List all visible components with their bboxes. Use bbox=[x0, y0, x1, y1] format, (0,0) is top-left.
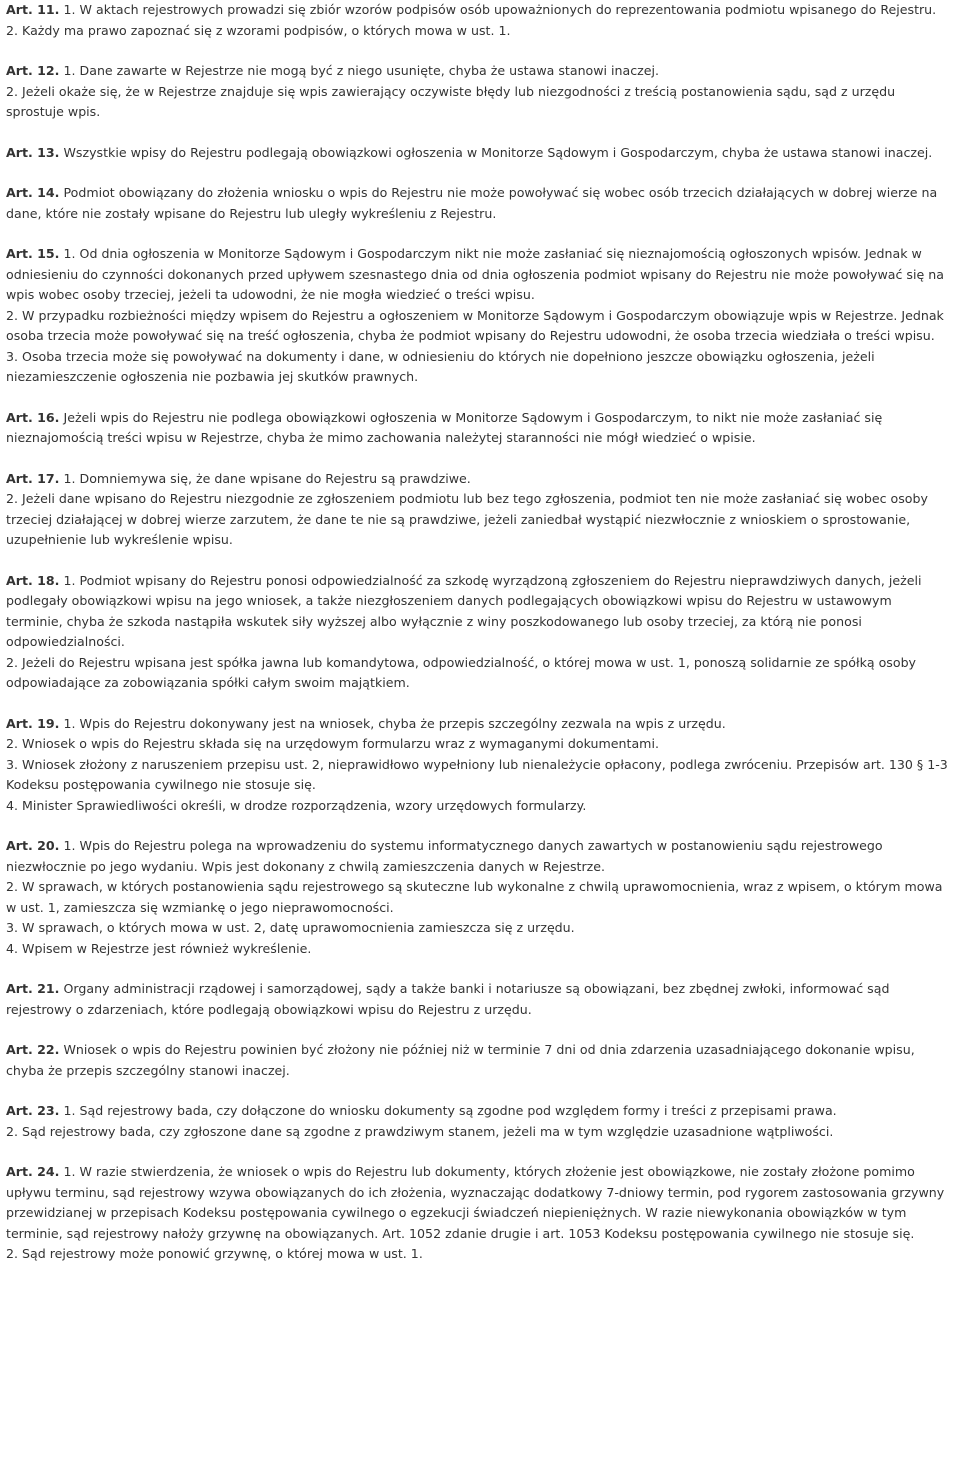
article-paragraph bbox=[6, 571, 952, 653]
paragraph-text: W przypadku rozbieżności między wpisem do Rejestru a ogłoszeniem w Monitorze Sądowym i Gospodarczym obowiązuje wpis w Rejestrze. Jednak osoba trzecia może powoływać się na treść ogłoszenia, chyba że podmiot wpisany do Rejestru udowodni, że osoba trzecia wiedziała o treści wpisu. bbox=[6, 307, 944, 343]
article-label: Art. 12. bbox=[6, 63, 60, 78]
paragraph-text: W aktach rejestrowych prowadzi się zbiór wzorów podpisów osób upoważnionych do reprezentowania podmiotu wpisanego do Rejestru. bbox=[79, 2, 937, 17]
article-label: Art. 17. bbox=[6, 470, 60, 486]
article-label: Art. 16. bbox=[6, 409, 60, 425]
paragraph-number: 1. bbox=[63, 63, 76, 78]
article-paragraph bbox=[6, 653, 952, 694]
article-paragraph bbox=[6, 918, 952, 939]
article-paragraph bbox=[6, 306, 952, 347]
paragraph-text: Wniosek o wpis do Rejestru składa się na urzędowym formularzu wraz z wymaganymi dokumentami. bbox=[22, 736, 659, 751]
article-paragraph bbox=[6, 61, 952, 82]
article-paragraph bbox=[6, 714, 952, 735]
paragraph-text: Wpis do Rejestru dokonywany jest na wniosek, chyba że przepis szczególny zezwala na wpis z urzędu. bbox=[79, 715, 726, 731]
paragraph-text: Podmiot wpisany do Rejestru ponosi odpowiedzialność za szkodę wyrządzoną zgłoszeniem do Rejestru nieprawdziwych danych, jeżeli podlegały obowiązkowi wpisu na jego wniosek, a także niezgłoszeniem danych podlegających obowiązkowi wpisu do Rejestru w ustawowym terminie, chyba że szkoda nastąpiła wskutek siły wyższej albo wyłącznie z winy poszkodowanego lub osoby trzeciej, za którą nie ponosi odpowiedzialności. bbox=[6, 572, 922, 649]
article-label: Art. 24. bbox=[6, 1164, 60, 1179]
paragraph-number: 4. bbox=[6, 940, 19, 956]
article bbox=[6, 61, 952, 123]
article-label: Art. 13. bbox=[6, 144, 60, 160]
paragraph-text: Jeżeli okaże się, że w Rejestrze znajduje się wpis zawierający oczywiste błędy lub niezgodności z treścią postanowienia sądu, sąd z urzędu sprostuje wpis. bbox=[6, 83, 896, 119]
paragraph-text: Wniosek złożony z naruszeniem przepisu ust. 2, nieprawidłowo wypełniony lub nienależycie opłacony, podlega zwróceniu. Przepisów art. 130 § 1-3 Kodeksu postępowania cywilnego nie stosuje się. bbox=[6, 756, 948, 792]
article bbox=[6, 1040, 952, 1081]
article bbox=[6, 469, 952, 551]
article-label: Art. 11. bbox=[6, 2, 60, 17]
article-label: Art. 15. bbox=[6, 246, 60, 261]
paragraph-text: Jeżeli do Rejestru wpisana jest spółka jawna lub komandytowa, odpowiedzialność, o której mowa w ust. 1, ponoszą solidarnie ze spółką osoby odpowiadające za zobowiązania spółki całym swoim majątkiem. bbox=[6, 654, 917, 690]
article bbox=[6, 836, 952, 959]
article-paragraph bbox=[6, 347, 952, 388]
paragraph-number: 1. bbox=[63, 470, 76, 486]
article-paragraph bbox=[6, 1101, 952, 1122]
paragraph-text: Podmiot obowiązany do złożenia wniosku o wpis do Rejestru nie może powoływać się wobec osób trzecich działających w dobrej wierze na dane, które nie zostały wpisane do Rejestru lub uległy wykreśleniu z Rejestru. bbox=[6, 185, 938, 221]
paragraph-text: Od dnia ogłoszenia w Monitorze Sądowym i Gospodarczym nikt nie może zasłaniać się nieznajomością ogłoszonych wpisów. Jednak w odniesieniu do czynności dokonanych przed upływem szesnastego dnia od dnia ogłoszenia podmiot wpisany do Rejestru nie może powoływać się na wpis wobec osoby trzeciej, jeżeli ta udowodni, że nie mogła wiedzieć o treści wpisu. bbox=[6, 246, 944, 302]
article bbox=[6, 1162, 952, 1265]
paragraph-number: 1. bbox=[63, 1164, 76, 1179]
article-paragraph bbox=[6, 1040, 952, 1081]
article-paragraph bbox=[6, 1162, 952, 1244]
article-paragraph bbox=[6, 489, 952, 551]
article-label: Art. 22. bbox=[6, 1042, 60, 1057]
paragraph-number: 3. bbox=[6, 348, 19, 364]
paragraph-number: 3. bbox=[6, 920, 19, 935]
article-paragraph bbox=[6, 979, 952, 1020]
paragraph-text: W sprawach, o których mowa w ust. 2, datę uprawomocnienia zamieszcza się z urzędu. bbox=[22, 920, 575, 935]
paragraph-text: Sąd rejestrowy może ponowić grzywnę, o której mowa w ust. 1. bbox=[22, 1246, 423, 1261]
paragraph-text: Osoba trzecia może się powoływać na dokumenty i dane, w odniesieniu do których nie dopełniono jeszcze obowiązku ogłoszenia, jeżeli niezamieszczenie ogłoszenia nie pozbawia jej skutków prawnych. bbox=[6, 348, 875, 384]
paragraph-number: 2. bbox=[6, 83, 19, 99]
article bbox=[6, 714, 952, 817]
article-paragraph bbox=[6, 836, 952, 877]
paragraph-number: 2. bbox=[6, 736, 19, 751]
paragraph-number: 4. bbox=[6, 797, 19, 813]
article-label: Art. 23. bbox=[6, 1103, 60, 1118]
article-paragraph bbox=[6, 244, 952, 306]
article-paragraph bbox=[6, 877, 952, 918]
paragraph-text: W razie stwierdzenia, że wniosek o wpis do Rejestru lub dokumenty, których złożenie jest obowiązkowe, nie zostały złożone pomimo upływu terminu, sąd rejestrowy wzywa obowiązanych do ich złożenia, wyznaczając dodatkowy 7-dniowy termin, pod rygorem zastosowania grzywny przewidzianej w przepisach Kodeksu postępowania cywilnego o egzekucji świadczeń niepieniężnych. W razie niewykonania obowiązków w tym terminie, sąd rejestrowy nałoży grzywnę na obowiązanych. Art. 1052 zdanie drugie i art. 1053 Kodeksu postępowania cywilnego nie stosuje się. bbox=[6, 1164, 945, 1241]
paragraph-text: Jeżeli wpis do Rejestru nie podlega obowiązkowi ogłoszenia w Monitorze Sądowym i Gospodarczym, to nikt nie może zasłaniać się nieznajomością treści wpisu w Rejestrze, chyba że mimo zachowania należytej staranności nie mógł wiedzieć o wpisie. bbox=[6, 409, 883, 445]
article-paragraph bbox=[6, 143, 952, 164]
paragraph-number: 2. bbox=[6, 654, 19, 670]
paragraph-number: 2. bbox=[6, 22, 19, 38]
paragraph-text: Wpis do Rejestru polega na wprowadzeniu do systemu informatycznego danych zawartych w postanowieniu sądu rejestrowego niezwłocznie po jego wydaniu. Wpis jest dokonany z chwilą zamieszczenia danych w Rejestrze. bbox=[6, 838, 883, 874]
article bbox=[6, 244, 952, 388]
article-paragraph bbox=[6, 1122, 952, 1143]
article bbox=[6, 0, 952, 41]
paragraph-text: Wpisem w Rejestrze jest również wykreślenie. bbox=[22, 940, 312, 956]
article-label: Art. 18. bbox=[6, 572, 60, 588]
article-paragraph bbox=[6, 469, 952, 490]
paragraph-text: Jeżeli dane wpisano do Rejestru niezgodnie ze zgłoszeniem podmiotu lub bez tego zgłoszenia, podmiot ten nie może zasłaniać się wobec osoby trzeciej działającej w dobrej wierze zarzutem, że dane te nie są prawdziwe, jeżeli zaniedbał wystąpić niezwłocznie z wnioskiem o sprostowanie, uzupełnienie lub wykreślenie wpisu. bbox=[6, 491, 928, 547]
article bbox=[6, 1101, 952, 1142]
paragraph-number: 3. bbox=[6, 756, 19, 772]
paragraph-number: 1. bbox=[63, 1103, 76, 1118]
paragraph-text: Organy administracji rządowej i samorządowej, sądy a także banki i notariusze są obowiązani, bez zbędnej zwłoki, informować sąd rejestrowy o zdarzeniach, które podlegają obowiązkowi wpisu do Rejestru z urzędu. bbox=[6, 981, 890, 1017]
article bbox=[6, 408, 952, 449]
article bbox=[6, 183, 952, 224]
paragraph-number: 1. bbox=[63, 838, 76, 853]
paragraph-text: Sąd rejestrowy bada, czy dołączone do wniosku dokumenty są zgodne pod względem formy i treści z przepisami prawa. bbox=[79, 1103, 837, 1118]
paragraph-number: 2. bbox=[6, 1123, 19, 1139]
article bbox=[6, 571, 952, 694]
paragraph-text: W sprawach, w których postanowienia sądu rejestrowego są skuteczne lub wykonalne z chwilą uprawomocnienia, wraz z wpisem, o którym mowa w ust. 1, zamieszcza się wzmiankę o jego nieprawomocności. bbox=[6, 879, 943, 915]
article-label: Art. 20. bbox=[6, 838, 60, 853]
paragraph-number: 2. bbox=[6, 491, 19, 506]
paragraph-text: Wszystkie wpisy do Rejestru podlegają obowiązkowi ogłoszenia w Monitorze Sądowym i Gospodarczym, chyba że ustawa stanowi inaczej. bbox=[63, 144, 933, 160]
article-paragraph bbox=[6, 796, 952, 817]
paragraph-text: Sąd rejestrowy bada, czy zgłoszone dane są zgodne z prawdziwym stanem, jeżeli ma w tym względzie uzasadnione wątpliwości. bbox=[22, 1123, 834, 1139]
article-label: Art. 14. bbox=[6, 185, 60, 200]
article bbox=[6, 143, 952, 164]
article-label: Art. 19. bbox=[6, 715, 60, 731]
paragraph-text: Dane zawarte w Rejestrze nie mogą być z niego usunięte, chyba że ustawa stanowi inaczej. bbox=[79, 63, 660, 78]
paragraph-number: 2. bbox=[6, 879, 19, 894]
paragraph-text: Każdy ma prawo zapoznać się z wzorami podpisów, o których mowa w ust. 1. bbox=[22, 22, 511, 38]
article-paragraph bbox=[6, 21, 952, 42]
paragraph-number: 1. bbox=[63, 572, 76, 588]
paragraph-number: 1. bbox=[63, 2, 76, 17]
paragraph-number: 1. bbox=[63, 246, 76, 261]
article-paragraph bbox=[6, 939, 952, 960]
paragraph-text: Wniosek o wpis do Rejestru powinien być złożony nie później niż w terminie 7 dni od dnia zdarzenia uzasadniającego dokonanie wpisu, chyba że przepis szczególny stanowi inaczej. bbox=[6, 1042, 915, 1078]
article-paragraph bbox=[6, 734, 952, 755]
article-paragraph bbox=[6, 408, 952, 449]
article-paragraph bbox=[6, 82, 952, 123]
article-label: Art. 21. bbox=[6, 981, 60, 996]
paragraph-number: 1. bbox=[63, 715, 76, 731]
article-paragraph bbox=[6, 755, 952, 796]
article-paragraph bbox=[6, 1244, 952, 1265]
paragraph-number: 2. bbox=[6, 307, 19, 323]
article-paragraph bbox=[6, 183, 952, 224]
article-paragraph bbox=[6, 0, 952, 21]
paragraph-text: Domniemywa się, że dane wpisane do Rejestru są prawdziwe. bbox=[79, 470, 471, 486]
paragraph-number: 2. bbox=[6, 1246, 19, 1261]
article bbox=[6, 979, 952, 1020]
paragraph-text: Minister Sprawiedliwości określi, w drodze rozporządzenia, wzory urzędowych formularzy. bbox=[22, 797, 587, 813]
